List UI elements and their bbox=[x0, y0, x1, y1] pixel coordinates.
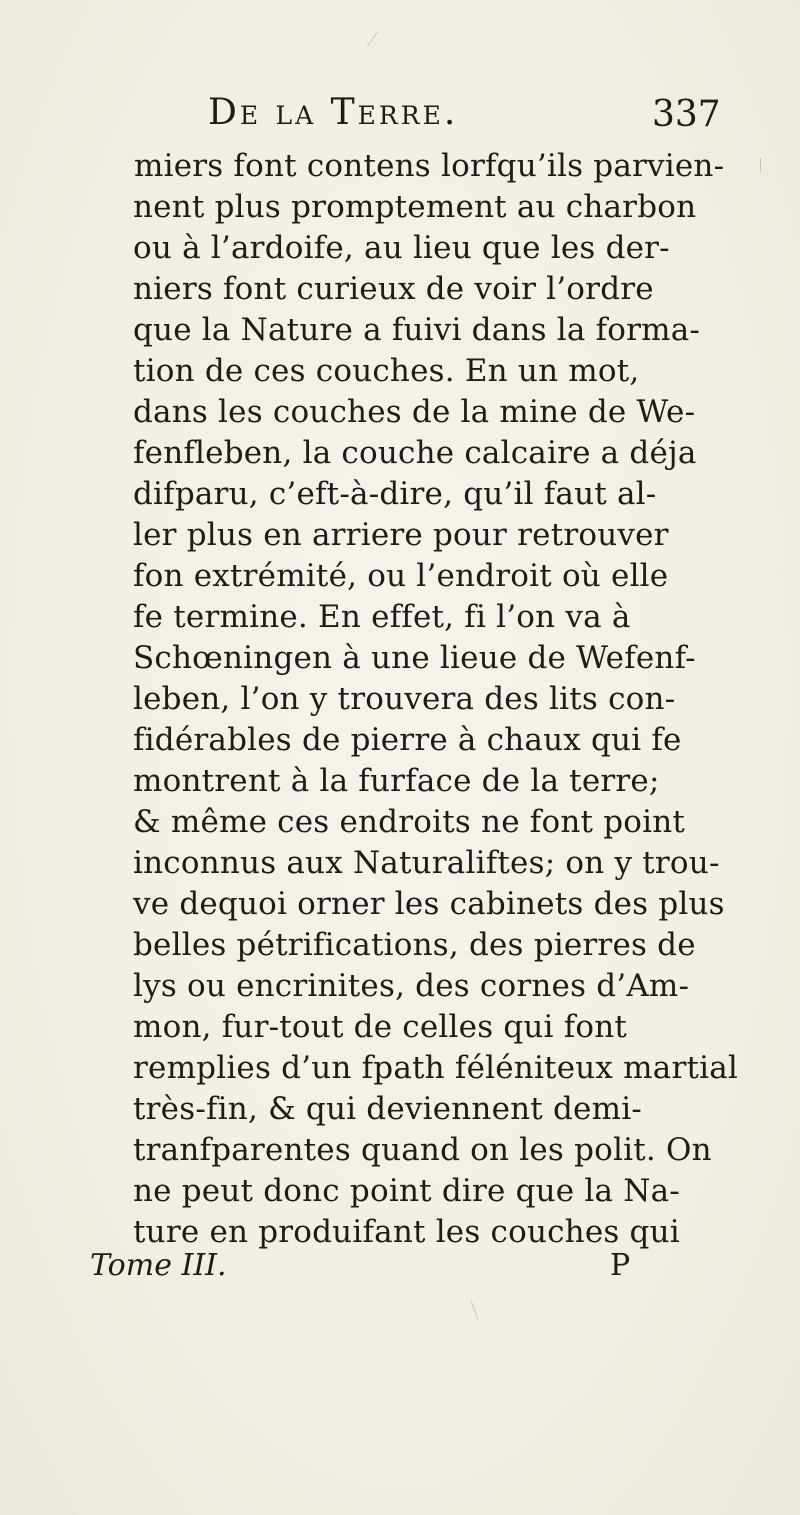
text-line: mon, fur-tout de celles qui font bbox=[133, 1009, 628, 1045]
text-line: ne peut donc point dire que la Na- bbox=[133, 1173, 680, 1209]
page-number: 337 bbox=[652, 94, 721, 135]
text-line: montrent à la furface de la terre; bbox=[133, 763, 660, 799]
paper-speck bbox=[760, 158, 761, 172]
paper-speck bbox=[471, 1300, 479, 1319]
text-line: lys ou encrinites, des cornes d’Am- bbox=[133, 968, 690, 1004]
text-line: belles pétrifications, des pierres de bbox=[133, 927, 696, 963]
volume-signature: Tome III. bbox=[90, 1248, 227, 1283]
text-line: fe termine. En effet, fi l’on va à bbox=[133, 599, 631, 635]
text-line: nent plus promptement au charbon bbox=[133, 189, 697, 225]
text-line: remplies d’un fpath féléniteux martial bbox=[133, 1050, 739, 1086]
running-head: De la Terre. bbox=[208, 92, 459, 133]
text-line: tranfparentes quand on les polit. On bbox=[133, 1132, 712, 1168]
text-line: dans les couches de la mine de We- bbox=[133, 394, 696, 430]
text-line: ler plus en arriere pour retrouver bbox=[133, 517, 669, 553]
text-line: Schœningen à une lieue de Wefenf- bbox=[133, 640, 696, 676]
text-line: & même ces endroits ne font point bbox=[133, 804, 686, 840]
text-line: ve dequoi orner les cabinets des plus bbox=[133, 886, 725, 922]
text-line: inconnus aux Naturaliftes; on y trou- bbox=[133, 845, 720, 881]
gathering-signature: P bbox=[610, 1248, 631, 1283]
text-line: que la Nature a fuivi dans la forma- bbox=[133, 312, 701, 348]
text-line: leben, l’on y trouvera des lits con- bbox=[133, 681, 676, 717]
text-line: fon extrémité, ou l’endroit où elle bbox=[133, 558, 669, 594]
text-line: miers font contens lorfqu’ils parvien- bbox=[134, 148, 725, 184]
paper-speck bbox=[367, 31, 378, 46]
text-line: ture en produifant les couches qui bbox=[133, 1214, 680, 1250]
text-line: tion de ces couches. En un mot, bbox=[133, 353, 640, 389]
text-line: fidérables de pierre à chaux qui fe bbox=[133, 722, 682, 758]
text-line: difparu, c’eft-à-dire, qu’il faut al- bbox=[133, 476, 657, 512]
page-header bbox=[0, 92, 800, 142]
text-line: fenfleben, la couche calcaire a déja bbox=[133, 435, 697, 471]
text-line: très-fin, & qui deviennent demi- bbox=[133, 1091, 642, 1127]
page-footer bbox=[0, 1248, 800, 1294]
text-line: niers font curieux de voir l’ordre bbox=[133, 271, 654, 307]
text-line: ou à l’ardoife, au lieu que les der- bbox=[133, 230, 670, 266]
